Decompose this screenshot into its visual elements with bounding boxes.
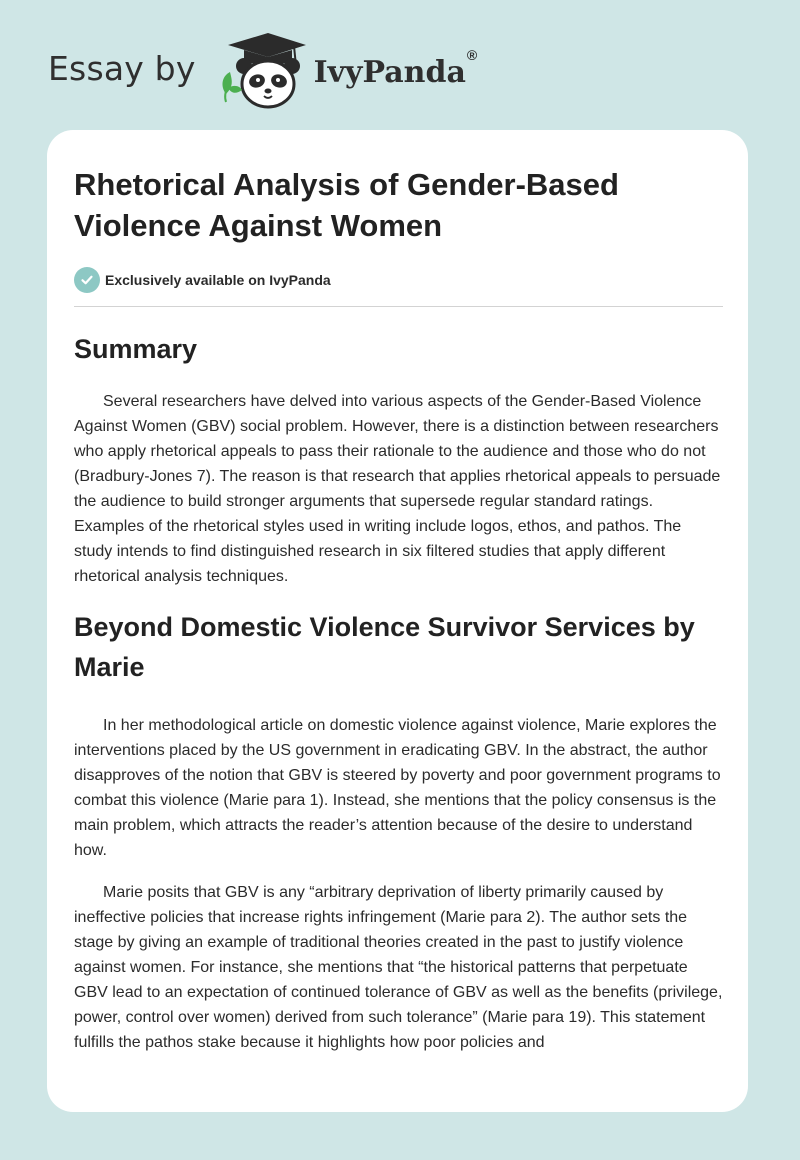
check-badge-icon <box>74 267 100 293</box>
section-heading-beyond-domestic-violence: Beyond Domestic Violence Survivor Services by Marie <box>74 612 695 682</box>
body-paragraph: Marie posits that GBV is any “arbitrary deprivation of liberty primarily caused by ineffective policies that increase rights infringement (Marie para 2). The author sets the stage by giving an example of traditional theories created in the past to justify violence against women. For instance, she mentions that “the historical patterns that perpetuate GBV lead to an expectation of continued tolerance of GBV as well as the benefits (privilege, power, control over women) derived from such tolerance” (Marie para 19). This statement fulfills the pathos stake because it highlights how poor policies and <box>74 884 723 1051</box>
essay-card <box>47 130 748 1112</box>
body-paragraph: In her methodological article on domestic violence against violence, Marie explores the interventions placed by the US government in eradicating GBV. In the abstract, the author disapproves of the notion that GBV is steered by poverty and poor government programs to combat this violence (Marie para 1). Instead, she mentions that the policy consensus is the main problem, which attracts the reader’s attention because of the desire to understand how. <box>74 717 721 859</box>
section-heading-summary: Summary <box>74 334 198 364</box>
registered-mark: ® <box>466 46 478 63</box>
check-icon <box>80 273 94 287</box>
divider <box>74 306 723 307</box>
brand-header[interactable] <box>48 28 477 112</box>
exclusive-label: Exclusively available on IvyPanda <box>105 272 331 288</box>
essay-by-label: Essay by <box>48 48 196 88</box>
brand-name-text: IvyPanda <box>313 54 466 90</box>
essay-content <box>74 130 723 1055</box>
ivypanda-wordmark <box>313 46 478 90</box>
panda-logo-icon <box>214 28 310 112</box>
exclusive-badge <box>74 266 723 294</box>
summary-paragraph: Several researchers have delved into various aspects of the Gender-Based Violence Against Women (GBV) social problem. However, there is a distinction between researchers who apply rhetorical appeals to pass their rationale to the audience and those who do not (Bradbury-Jones 7). The reason is that research that applies rhetorical appeals to persuade the audience to build stronger arguments that supersede regular standard ratings. Examples of the rhetorical styles used in writing include logos, ethos, and pathos. The study intends to find distinguished research in six filtered studies that apply different rhetorical analysis techniques. <box>74 393 721 585</box>
essay-title: Rhetorical Analysis of Gender-Based Violence Against Women <box>74 167 619 243</box>
